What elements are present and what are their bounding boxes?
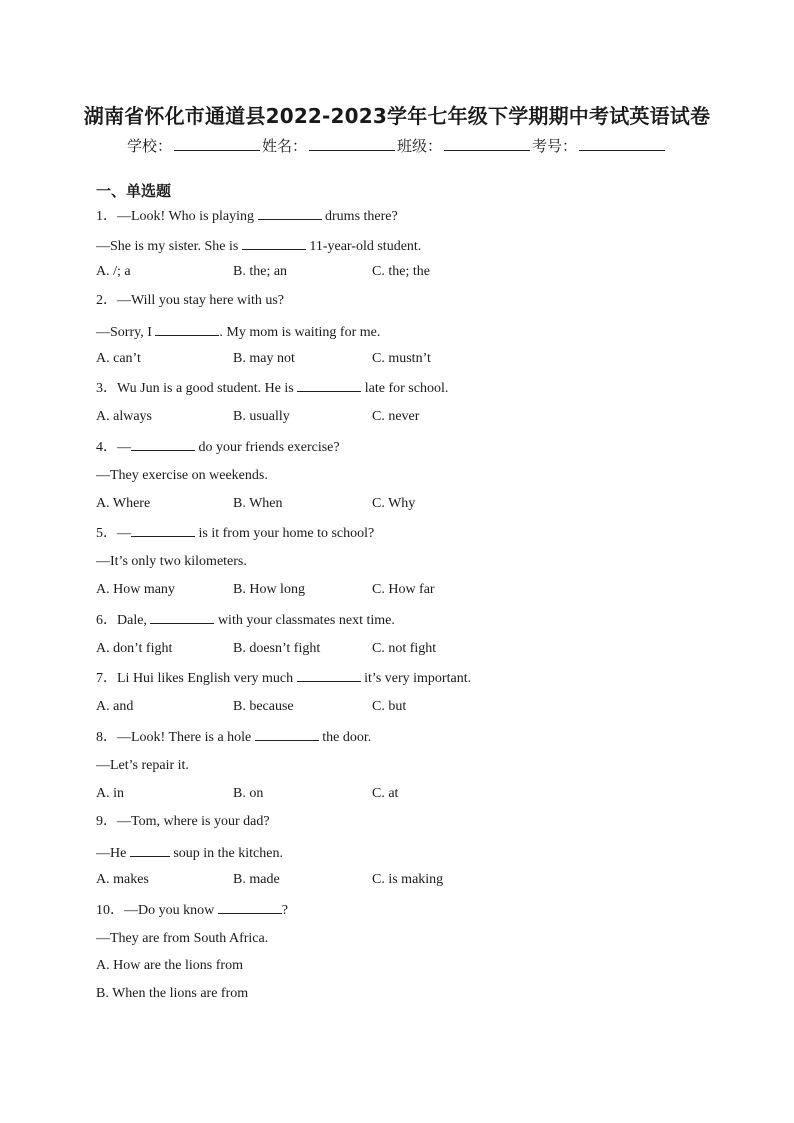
name-blank[interactable]	[309, 136, 395, 151]
option-a[interactable]: A. always	[96, 409, 152, 424]
answer-blank[interactable]	[297, 378, 361, 392]
class-label: 班级：	[397, 137, 443, 155]
option-a[interactable]: A. makes	[96, 872, 149, 887]
option-b[interactable]: B. When the lions are from	[96, 986, 249, 1001]
question-4: 4．— do your friends exercise?	[96, 437, 340, 457]
exam-number-blank[interactable]	[579, 136, 665, 151]
question-1: 1．—Look! Who is playing drums there?	[96, 206, 398, 226]
option-b[interactable]: B. may not	[233, 351, 295, 366]
option-b[interactable]: B. on	[233, 786, 264, 801]
option-b[interactable]: B. usually	[233, 409, 290, 424]
answer-blank[interactable]	[150, 610, 214, 624]
option-b[interactable]: B. doesn’t fight	[233, 641, 321, 656]
class-blank[interactable]	[444, 136, 530, 151]
question-9-line-2: —He soup in the kitchen.	[96, 843, 283, 863]
student-info-row	[0, 135, 794, 156]
option-c[interactable]: C. Why	[372, 496, 416, 511]
option-a[interactable]: A. can’t	[96, 351, 141, 366]
question-9: 9．—Tom, where is your dad?	[96, 814, 270, 829]
option-c[interactable]: C. at	[372, 786, 399, 801]
question-6: 6．Dale, with your classmates next time.	[96, 610, 395, 630]
question-8: 8．—Look! There is a hole the door.	[96, 727, 371, 747]
question-3: 3．Wu Jun is a good student. He is late for school.	[96, 378, 448, 398]
answer-blank[interactable]	[131, 523, 195, 537]
question-7: 7．Li Hui likes English very much it’s very important.	[96, 668, 471, 688]
answer-blank[interactable]	[297, 668, 361, 682]
question-8-line-2: —Let’s repair it.	[96, 758, 189, 773]
option-c[interactable]: C. How far	[372, 582, 435, 597]
school-blank[interactable]	[174, 136, 260, 151]
option-a[interactable]: A. Where	[96, 496, 151, 511]
answer-blank[interactable]	[218, 900, 282, 914]
answer-blank[interactable]	[255, 727, 319, 741]
page-title: 湖南省怀化市通道县2022-2023学年七年级下学期期中考试英语试卷	[83, 104, 711, 128]
school-label: 学校：	[126, 137, 172, 155]
answer-blank[interactable]	[242, 236, 306, 250]
question-1-line-2: —She is my sister. She is 11-year-old student.	[96, 236, 421, 256]
answer-blank[interactable]	[155, 322, 219, 336]
option-b[interactable]: B. because	[233, 699, 294, 714]
option-a[interactable]: A. don’t fight	[96, 641, 173, 656]
question-4-line-2: —They exercise on weekends.	[96, 468, 268, 483]
name-label: 姓名：	[261, 137, 307, 155]
option-a[interactable]: A. How are the lions from	[96, 958, 243, 973]
question-2-line-2: —Sorry, I . My mom is waiting for me.	[96, 322, 380, 342]
question-5-line-2: —It’s only two kilometers.	[96, 554, 247, 569]
option-c[interactable]: C. never	[372, 409, 420, 424]
option-a[interactable]: A. in	[96, 786, 124, 801]
option-b[interactable]: B. the; an	[233, 264, 288, 279]
question-10: 10．—Do you know ?	[96, 900, 288, 920]
option-c[interactable]: C. the; the	[372, 264, 430, 279]
option-b[interactable]: B. When	[233, 496, 283, 511]
question-10-line-2: —They are from South Africa.	[96, 931, 269, 946]
option-a[interactable]: A. How many	[96, 582, 175, 597]
section-title: 一、单选题	[96, 182, 172, 200]
option-c[interactable]: C. but	[372, 699, 407, 714]
answer-blank[interactable]	[130, 843, 170, 857]
option-b[interactable]: B. made	[233, 872, 280, 887]
option-c[interactable]: C. is making	[372, 872, 444, 887]
option-a[interactable]: A. /; a	[96, 264, 131, 279]
answer-blank[interactable]	[131, 437, 195, 451]
question-5: 5．— is it from your home to school?	[96, 523, 374, 543]
option-c[interactable]: C. mustn’t	[372, 351, 431, 366]
answer-blank[interactable]	[258, 206, 322, 220]
option-b[interactable]: B. How long	[233, 582, 305, 597]
exam-number-label: 考号：	[532, 137, 578, 155]
option-c[interactable]: C. not fight	[372, 641, 437, 656]
question-2: 2．—Will you stay here with us?	[96, 293, 285, 308]
option-a[interactable]: A. and	[96, 699, 134, 714]
